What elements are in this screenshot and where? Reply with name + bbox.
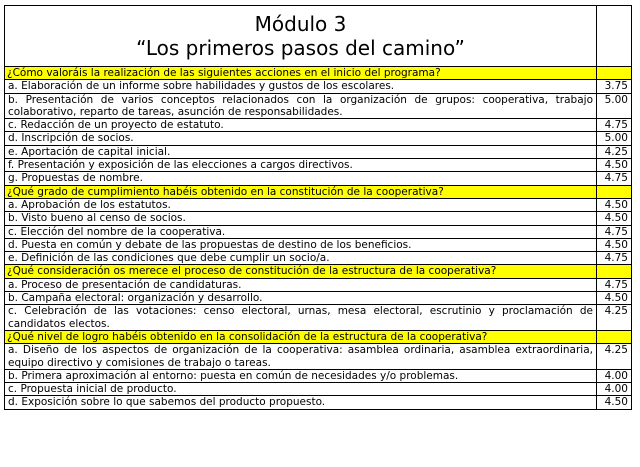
item-row	[5, 159, 632, 172]
item-score: 4.25	[597, 305, 632, 331]
question-text: ¿Qué consideración os merece el proceso de constitución de la estructura de la cooperativa?	[5, 265, 597, 278]
item-score: 4.50	[597, 396, 632, 409]
item-score: 4.50	[597, 159, 632, 172]
item-row	[5, 172, 632, 185]
item-score: 4.00	[597, 369, 632, 382]
item-text: a. Aprobación de los estatutos.	[5, 198, 597, 211]
item-text: b. Visto bueno al censo de socios.	[5, 212, 597, 225]
item-score: 4.00	[597, 383, 632, 396]
question-score-cell	[597, 265, 632, 278]
item-row	[5, 119, 632, 132]
item-text: f. Presentación y exposición de las elecciones a cargos directivos.	[5, 159, 597, 172]
item-row	[5, 344, 632, 370]
item-row	[5, 145, 632, 158]
question-score-cell	[597, 330, 632, 343]
item-row	[5, 80, 632, 93]
item-text: c. Celebración de las votaciones: censo electoral, urnas, mesa electoral, escrutinio y proclamación de candidatos electos.	[5, 305, 597, 331]
item-score: 4.50	[597, 198, 632, 211]
item-text: c. Redacción de un proyecto de estatuto.	[5, 119, 597, 132]
question-row	[5, 67, 632, 80]
title-row	[5, 6, 632, 67]
item-text: e. Definición de las condiciones que debe cumplir un socio/a.	[5, 252, 597, 265]
item-row	[5, 252, 632, 265]
question-text: ¿Qué nivel de logro habéis obtenido en la consolidación de la estructura de la cooperativa?	[5, 330, 597, 343]
item-score: 4.75	[597, 252, 632, 265]
question-score-cell	[597, 185, 632, 198]
item-text: g. Propuestas de nombre.	[5, 172, 597, 185]
item-row	[5, 396, 632, 409]
module-subtitle: “Los primeros pasos del camino”	[136, 36, 465, 60]
item-row	[5, 369, 632, 382]
question-text: ¿Qué grado de cumplimiento habéis obtenido en la constitución de la cooperativa?	[5, 185, 597, 198]
question-row	[5, 185, 632, 198]
item-text: a. Diseño de los aspectos de organización de la cooperativa: asamblea ordinaria, asamblea extraordinaria, equipo directivo y comisiones de trabajo o tareas.	[5, 344, 597, 370]
question-row	[5, 265, 632, 278]
item-row	[5, 305, 632, 331]
module-title: Módulo 3	[254, 12, 347, 36]
item-score: 4.50	[597, 292, 632, 305]
item-text: b. Presentación de varios conceptos relacionados con la organización de grupos: cooperativa, trabajo colaborativo, reparto de tareas, asunción de responsabilidades.	[5, 93, 597, 119]
evaluation-table	[4, 5, 632, 410]
item-row	[5, 93, 632, 119]
item-score: 5.00	[597, 93, 632, 119]
item-row	[5, 198, 632, 211]
item-score: 4.75	[597, 119, 632, 132]
item-score: 4.75	[597, 278, 632, 291]
title-score-cell	[597, 6, 632, 67]
item-row	[5, 278, 632, 291]
item-row	[5, 212, 632, 225]
item-score: 4.50	[597, 212, 632, 225]
item-row	[5, 292, 632, 305]
question-score-cell	[597, 67, 632, 80]
item-row	[5, 225, 632, 238]
item-score: 4.50	[597, 238, 632, 251]
item-row	[5, 383, 632, 396]
item-score: 3.75	[597, 80, 632, 93]
item-text: d. Exposición sobre lo que sabemos del producto propuesto.	[5, 396, 597, 409]
item-score: 4.75	[597, 172, 632, 185]
item-text: b. Campaña electoral: organización y desarrollo.	[5, 292, 597, 305]
item-text: d. Puesta en común y debate de las propuestas de destino de los beneficios.	[5, 238, 597, 251]
question-text: ¿Cómo valoráis la realización de las siguientes acciones en el inicio del programa?	[5, 67, 597, 80]
item-row	[5, 132, 632, 145]
item-text: a. Proceso de presentación de candidaturas.	[5, 278, 597, 291]
item-score: 4.75	[597, 225, 632, 238]
item-row	[5, 238, 632, 251]
item-text: b. Primera aproximación al entorno: puesta en común de necesidades y/o problemas.	[5, 369, 597, 382]
item-text: e. Aportación de capital inicial.	[5, 145, 597, 158]
item-score: 4.25	[597, 344, 632, 370]
item-text: d. Inscripción de socios.	[5, 132, 597, 145]
title-cell	[5, 6, 597, 67]
item-score: 5.00	[597, 132, 632, 145]
question-row	[5, 330, 632, 343]
table-body	[5, 6, 632, 410]
item-text: c. Propuesta inicial de producto.	[5, 383, 597, 396]
item-score: 4.25	[597, 145, 632, 158]
item-text: a. Elaboración de un informe sobre habilidades y gustos de los escolares.	[5, 80, 597, 93]
item-text: c. Elección del nombre de la cooperativa.	[5, 225, 597, 238]
